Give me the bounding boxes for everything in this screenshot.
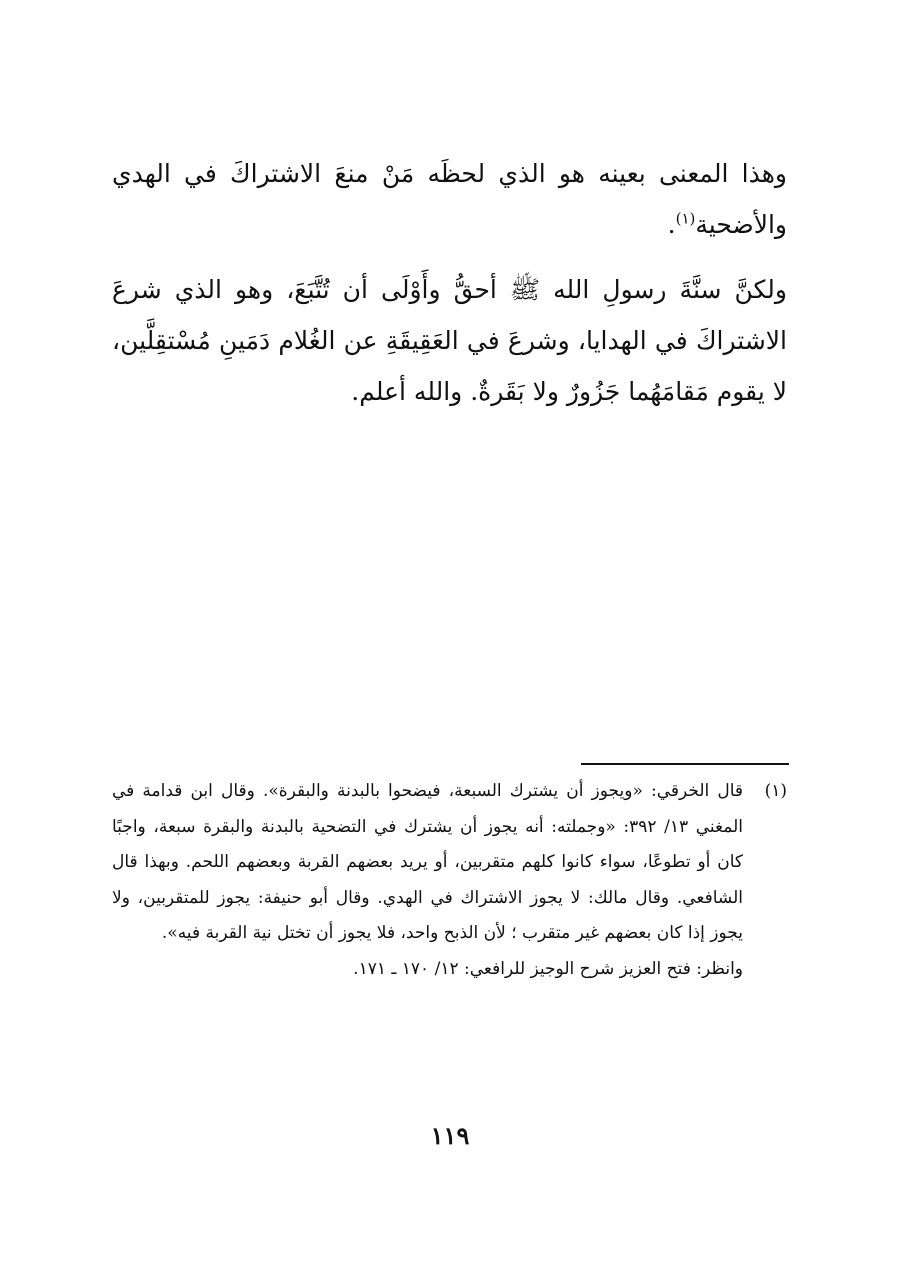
page-number: ١١٩	[430, 1121, 470, 1150]
paragraph-1	[112, 148, 787, 250]
footnote-number: (١)	[764, 781, 787, 801]
main-text	[112, 148, 787, 417]
paragraph-1-text: وهذا المعنى بعينه هو الذي لحظَه مَنْ منعَ الاشتراكَ في الهدي والأضحية	[112, 159, 787, 239]
footnotes	[112, 774, 787, 987]
footnote-see-also: وانظر: فتح العزيز شرح الوجيز للرافعي: ١٢/ ١٧٠ ـ ١٧١.	[353, 958, 743, 979]
footnote-separator	[581, 763, 789, 765]
paragraph-1-end: .	[667, 210, 676, 239]
paragraph-2: ولكنَّ سنَّةَ رسولِ الله ﷺ أحقُّ وأَوْلَى أن تُتَّبَعَ، وهو الذي شرعَ الاشتراكَ في الهدايا، وشرعَ في العَقِيقَةِ عن الغُلام دَمَينِ مُسْتقِلَّين، لا يقوم مَقامَهُما جَزُورٌ ولا بَقَرةٌ. والله أعلم.	[112, 275, 787, 406]
footnote-reference[interactable]: (١)	[675, 209, 696, 228]
footnote-1	[112, 774, 787, 987]
footnote-body	[112, 774, 743, 987]
footnote-text: قال الخرقي: «ويجوز أن يشترك السبعة، فيضحوا بالبدنة والبقرة». وقال ابن قدامة في المغني ١٣/ ٣٩٢: «وجملته: أنه يجوز أن يشترك في التضحية بالبدنة والبقرة سبعة، واجبًا كان أو تطوعًا، سواء كانوا كلهم متقربين، أو يريد بعضهم القربة وبعضهم اللحم. وبهذا قال الشافعي. وقال مالك: لا يجوز الاشتراك في الهدي. وقال أبو حنيفة: يجوز للمتقربين، ولا يجوز إذا كان بعضهم غير متقرب ؛ لأن الذبح واحد، فلا يجوز أن تختل نية القربة فيه».	[112, 781, 743, 943]
